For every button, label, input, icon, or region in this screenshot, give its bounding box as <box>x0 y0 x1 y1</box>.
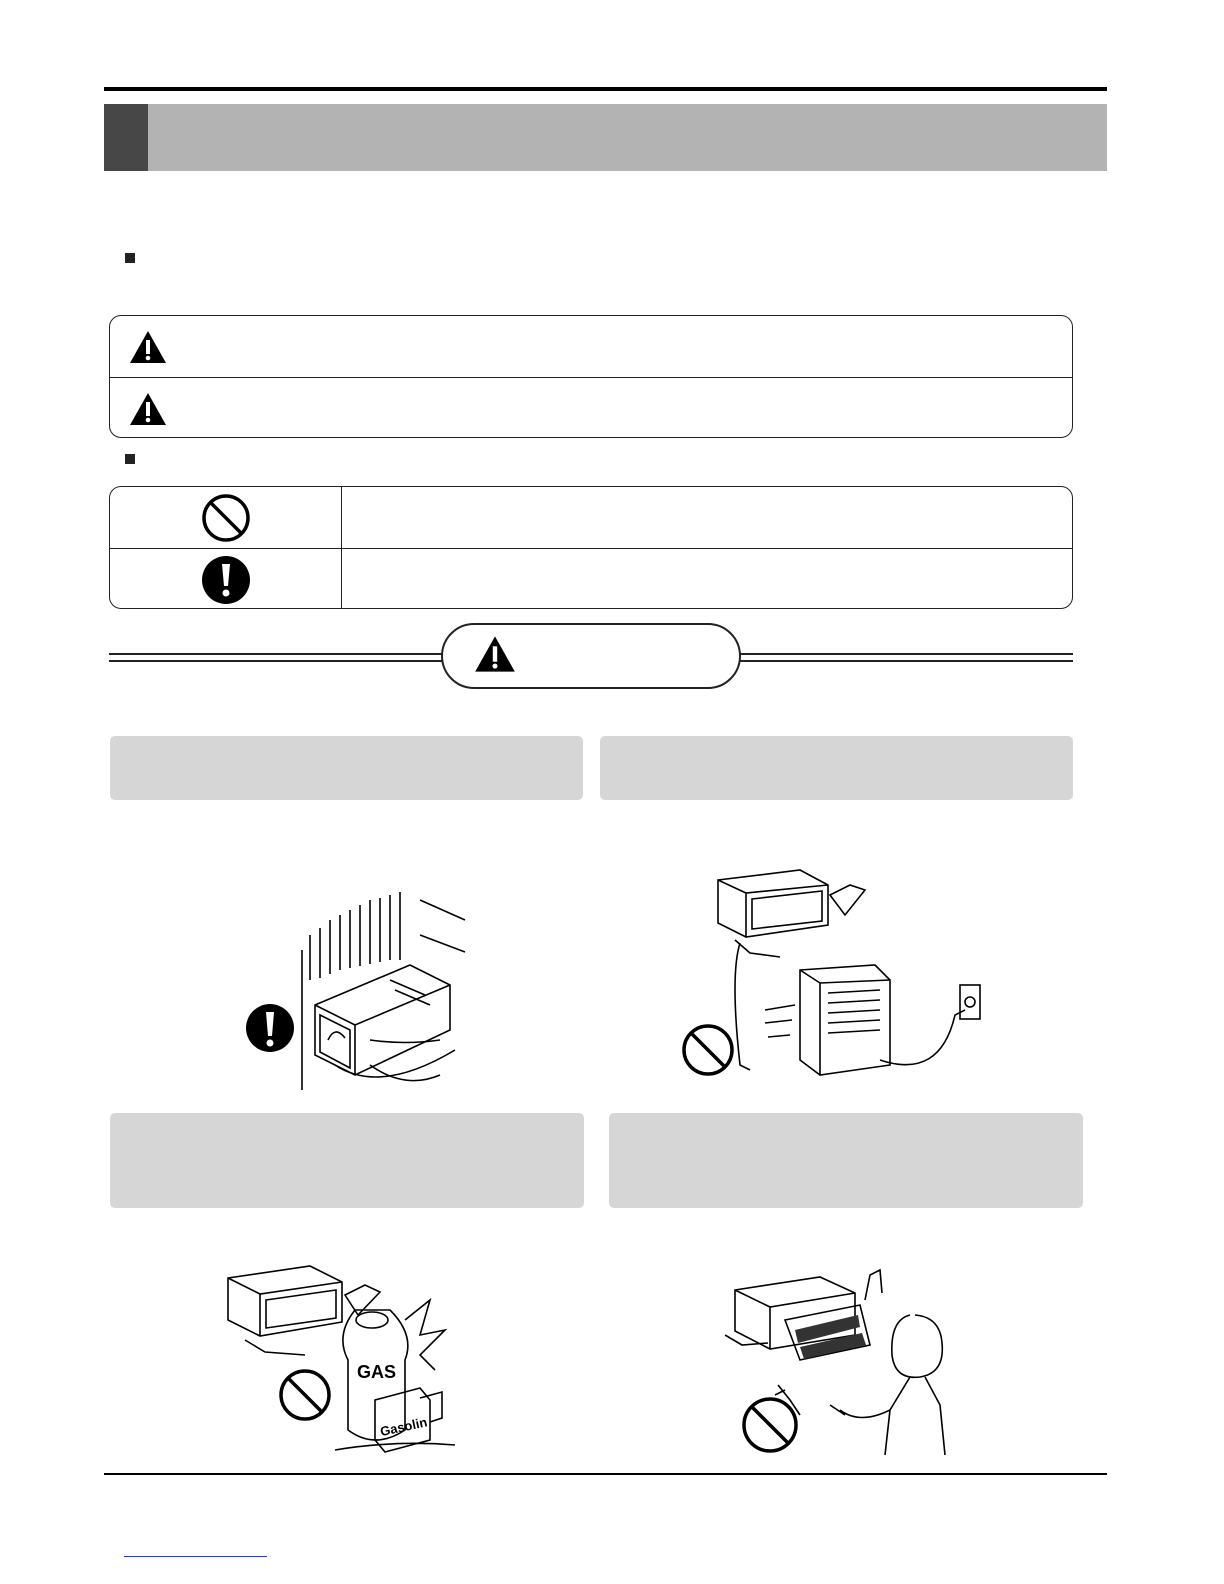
mandatory-icon <box>200 554 252 606</box>
warning-triangle-icon <box>473 634 517 679</box>
double-rule <box>740 653 1073 662</box>
severity-table <box>109 315 1073 438</box>
bottom-rule <box>104 1473 1107 1475</box>
title-block <box>104 104 148 171</box>
bullet-square <box>125 253 135 263</box>
symbol-row-mandatory <box>110 548 1072 609</box>
air-conditioner-front-panel-illustration <box>720 1265 960 1460</box>
footer-link-underline[interactable] <box>124 1556 267 1557</box>
instruction-box <box>600 736 1073 800</box>
top-rule <box>104 87 1107 91</box>
prohibited-icon <box>200 492 252 544</box>
window-unit-ground-illustration <box>240 890 470 1095</box>
severity-row-warning <box>110 316 1072 377</box>
severity-row-caution <box>110 377 1072 438</box>
warning-triangle-icon <box>110 329 186 365</box>
gas-cylinder-label: GAS <box>357 1362 397 1382</box>
air-conditioner-gas-illustration <box>220 1260 460 1455</box>
warning-banner <box>441 623 741 689</box>
instruction-box <box>110 736 583 800</box>
title-bar <box>104 104 1107 171</box>
symbol-table <box>109 486 1073 609</box>
double-rule <box>109 653 443 662</box>
instruction-box <box>609 1113 1083 1208</box>
instruction-box <box>110 1113 584 1208</box>
symbol-row-prohibited <box>110 487 1072 548</box>
air-conditioner-heater-illustration <box>680 865 1000 1080</box>
warning-triangle-icon <box>110 391 186 427</box>
bullet-square <box>125 454 135 464</box>
gasoline-can-label: Gasolin <box>378 1414 429 1440</box>
